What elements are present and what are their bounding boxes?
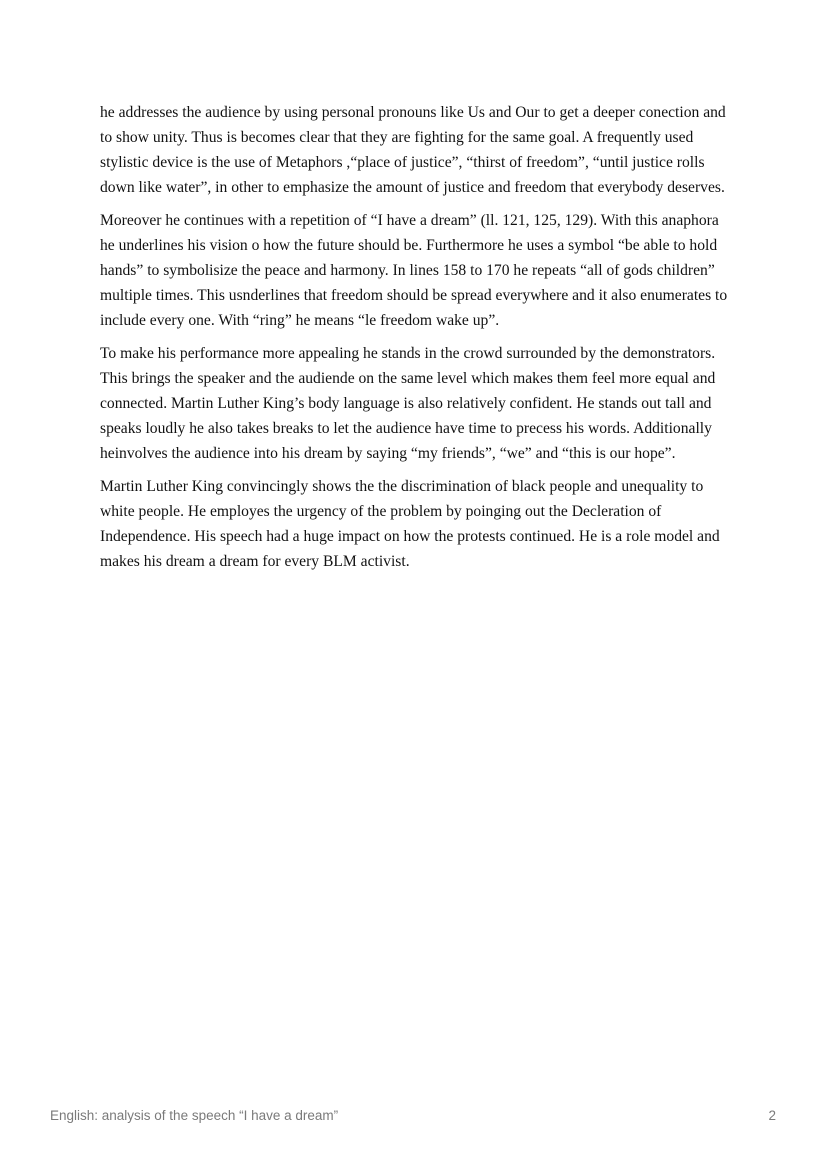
page-footer	[50, 1108, 776, 1128]
footer-title: English: analysis of the speech “I have a dream”	[50, 1108, 339, 1123]
paragraph-3: To make his performance more appealing he stands in the crowd surrounded by the demonstrators. This brings the speaker and the audiende on the same level which makes them feel more equal and connected. Martin Luther King’s body language is also relatively confident. He stands out tall and speaks loudly he also takes breaks to let the audience have time to precess his words. Additionally heinvolves the audience into his dream by saying “my friends”, “we” and “this is our hope”.	[100, 345, 716, 462]
page-number: 2	[768, 1108, 776, 1123]
paragraph-1: he addresses the audience by using personal pronouns like Us and Our to get a deeper conection and to show unity. Thus is becomes clear that they are fighting for the same goal. A frequently used stylistic device is the use of Metaphors ,“place of justice”, “thirst of freedom”, “until justice rolls down like water”, in other to emphasize the amount of justice and freedom that everybody deserves.	[100, 104, 726, 196]
paragraph-4: Martin Luther King convincingly shows the the discrimination of black people and unequality to white people. He employes the urgency of the problem by poinging out the Decleration of Independence. His speech had a huge impact on how the protests continued. He is a role model and makes his dream a dream for every BLM activist.	[100, 478, 720, 570]
body-text	[100, 100, 732, 582]
paragraph-2: Moreover he continues with a repetition of “I have a dream” (ll. 121, 125, 129). With this anaphora he underlines his vision o how the future should be. Furthermore he uses a symbol “be able to hold hands” to symbolisize the peace and harmony. In lines 158 to 170 he repeats “all of gods children” multiple times. This usnderlines that freedom should be spread everywhere and it also enumerates to include every one. With “ring” he means “le freedom wake up”.	[100, 212, 728, 329]
